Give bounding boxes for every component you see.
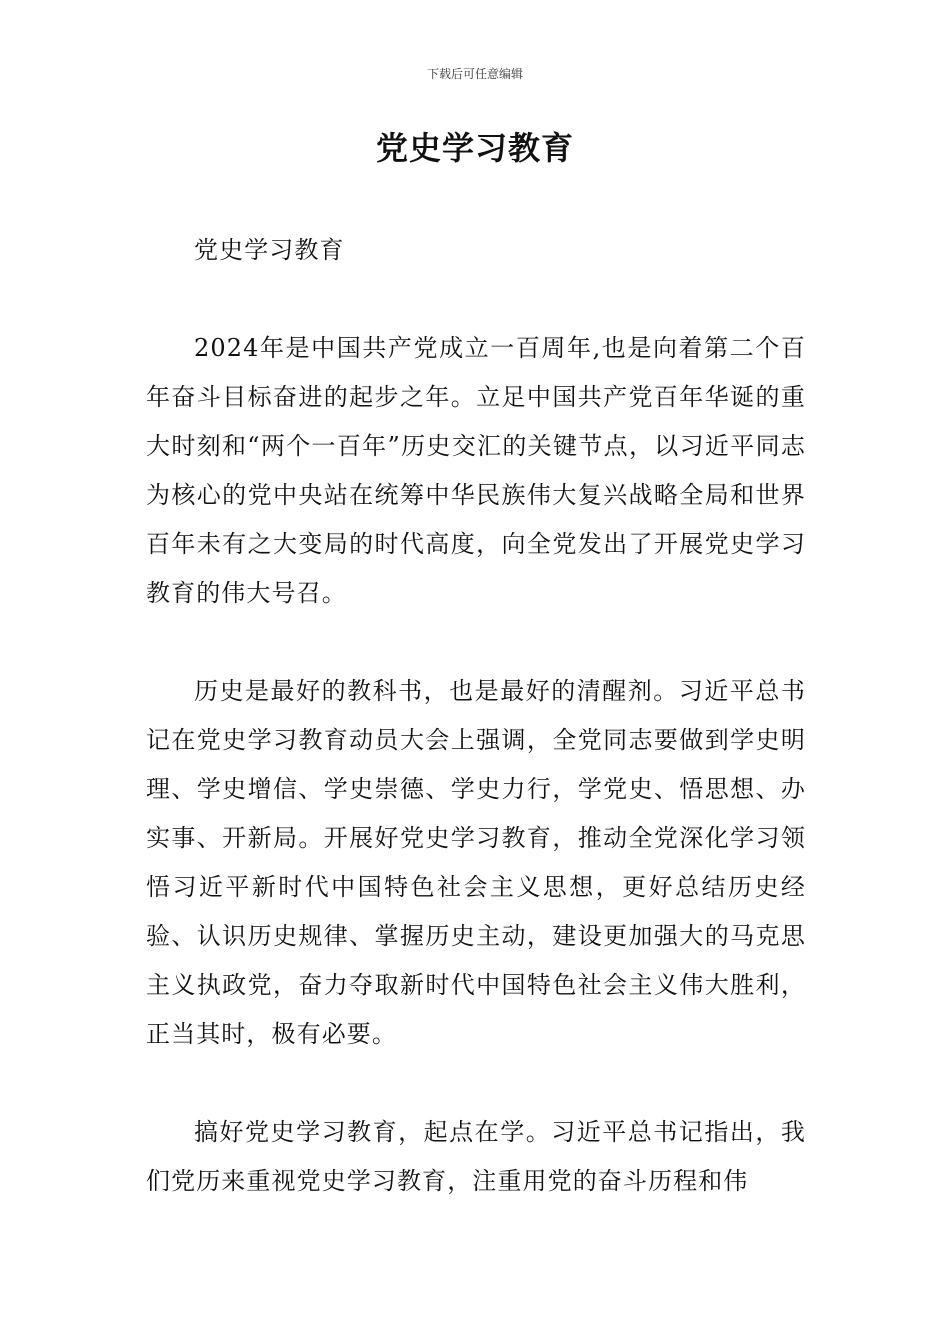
paragraph-subtitle: 党史学习教育 (194, 236, 345, 264)
document-body (146, 226, 806, 1206)
paragraph: 搞好党史学习教育，起点在学。习近平总书记指出，我们党历来重视党史学习教育，注重用党的奋斗历程和伟 (146, 1118, 806, 1195)
paragraph: 历史是最好的教科书，也是最好的清醒剂。习近平总书记在党史学习教育动员大会上强调，全党同志要做到学史明理、学史增信、学史崇德、学史力行，学党史、悟思想、办实事、开新局。开展好党史学习教育，推动全党深化学习领悟习近平新时代中国特色社会主义思想，更好总结历史经验、认识历史规律、掌握历史主动，建设更加强大的马克思主义执政党，奋力夺取新时代中国特色社会主义伟大胜利，正当其时，极有必要。 (146, 677, 806, 1048)
page-title: 党史学习教育 (375, 129, 574, 167)
header-note: 下载后可任意编辑 (426, 67, 523, 81)
paragraph: 2024年是中国共产党成立一百周年,也是向着第二个百年奋斗目标奋进的起步之年。立足中国共产党百年华诞的重大时刻和“两个一百年”历史交汇的关键节点，以习近平同志为核心的党中央站在统筹中华民族伟大复兴战略全局和世界百年未有之大变局的时代高度，向全党发出了开展党史学习教育的伟大号召。 (146, 334, 806, 607)
